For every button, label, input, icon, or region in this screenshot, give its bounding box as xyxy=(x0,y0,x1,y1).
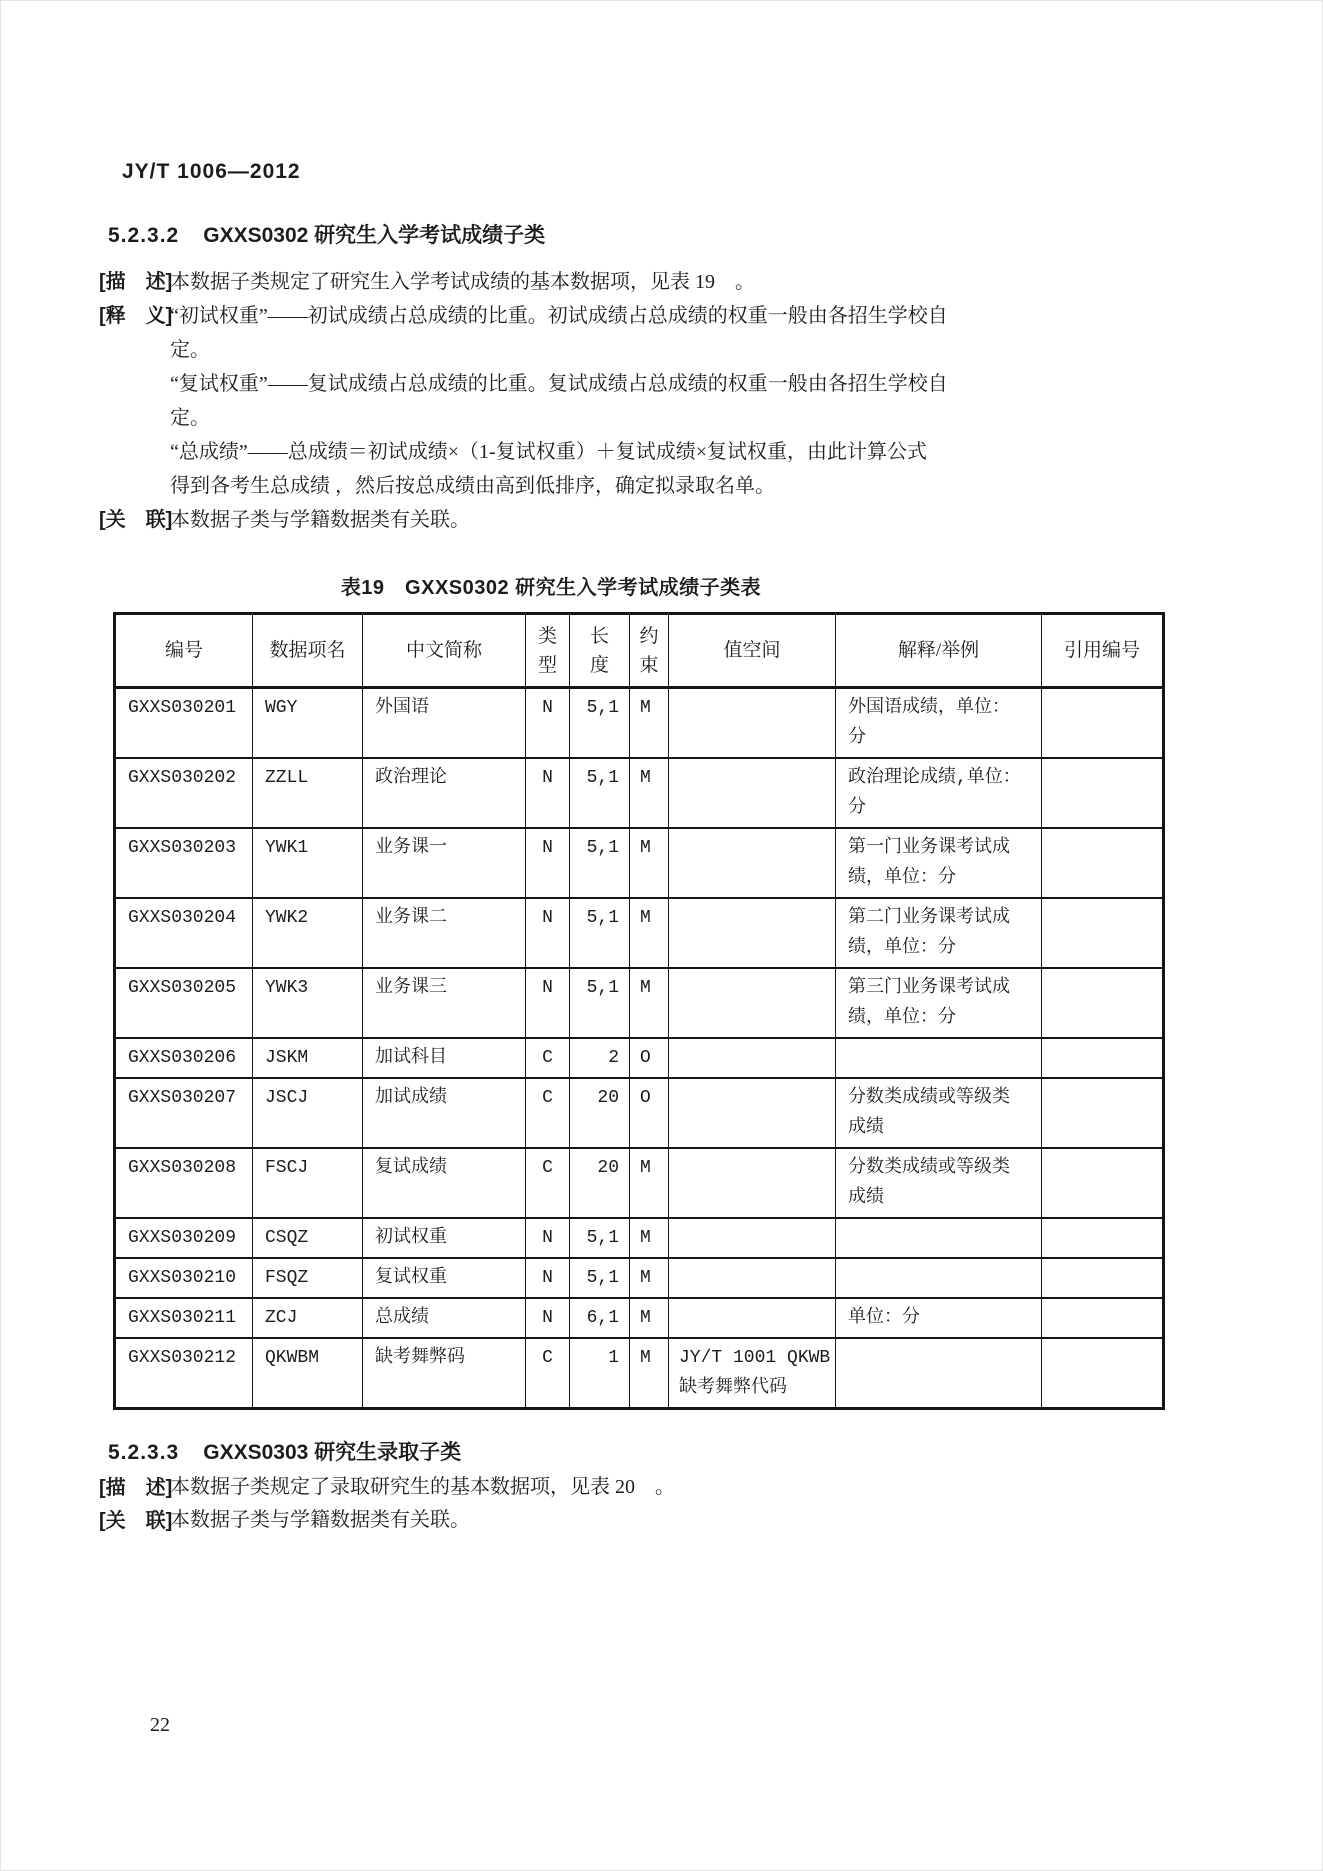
cell-constraint: M xyxy=(630,1148,669,1218)
col-header-value-space: 值空间 xyxy=(669,614,836,688)
cell-ref-id xyxy=(1042,1218,1164,1258)
cell-ref-id xyxy=(1042,1148,1164,1218)
text-line: “总成绩”——总成绩＝初试成绩×（1-复试权重）＋复试成绩×复试权重，由此计算公式 xyxy=(170,441,927,463)
paragraph-label: [关 联] xyxy=(99,1510,173,1532)
section-title: GXXS0302 研究生入学考试成绩子类 xyxy=(203,224,546,247)
cell-item-name: YWK2 xyxy=(253,898,363,968)
col-header-length xyxy=(570,614,630,688)
cell-cn-name: 外国语 xyxy=(363,688,526,759)
cell-line: JY/T 1001 QKWB xyxy=(679,1348,831,1368)
cell-constraint: M xyxy=(630,758,669,828)
cell-type: N xyxy=(526,688,570,759)
paragraph-1 xyxy=(99,1504,1030,1537)
col-header-cn-name: 中文简称 xyxy=(363,614,526,688)
cell-length: 20 xyxy=(570,1148,630,1218)
cell-type: C xyxy=(526,1148,570,1218)
table-caption: 表19 GXXS0302 研究生入学考试成绩子类表 xyxy=(340,577,762,599)
cell-id: GXXS030209 xyxy=(115,1218,253,1258)
cell-ref-id xyxy=(1042,1258,1164,1298)
cell-constraint: M xyxy=(630,1218,669,1258)
table-row xyxy=(115,1148,1164,1218)
paragraph-text xyxy=(170,1471,1030,1504)
cell-value-space xyxy=(669,1148,836,1218)
cell-explanation xyxy=(836,1078,1042,1148)
cell-line: 第二门业务课考试成 xyxy=(848,908,1010,928)
cell-line: 缺考舞弊代码 xyxy=(679,1378,787,1398)
paragraph-text xyxy=(170,299,1030,503)
cell-type: N xyxy=(526,1258,570,1298)
cell-cn-name: 加试成绩 xyxy=(363,1078,526,1148)
cell-type: N xyxy=(526,898,570,968)
cell-value-space xyxy=(669,1298,836,1338)
table-row xyxy=(115,688,1164,759)
cell-line: 绩，单位：分 xyxy=(848,938,956,958)
cell-explanation xyxy=(836,1338,1042,1409)
cell-line: 政治理论成绩,单位： xyxy=(848,768,1021,788)
cell-length: 6,1 xyxy=(570,1298,630,1338)
cell-item-name: FSCJ xyxy=(253,1148,363,1218)
cell-type: N xyxy=(526,758,570,828)
page-number: 22 xyxy=(150,1714,170,1736)
cell-constraint: M xyxy=(630,898,669,968)
cell-value-space xyxy=(669,758,836,828)
section-number: 5.2.3.3 xyxy=(108,1441,180,1464)
cell-type: N xyxy=(526,1298,570,1338)
table-row xyxy=(115,1338,1164,1409)
paragraph-1 xyxy=(99,299,1030,503)
cell-explanation xyxy=(836,968,1042,1038)
cell-explanation xyxy=(836,758,1042,828)
header-char: 型 xyxy=(537,654,557,676)
cell-cn-name: 初试权重 xyxy=(363,1218,526,1258)
cell-line: 第三门业务课考试成 xyxy=(848,978,1010,998)
cell-line: 外国语成绩，单位： xyxy=(848,698,1010,718)
cell-cn-name: 复试成绩 xyxy=(363,1148,526,1218)
cell-value-space xyxy=(669,1338,836,1409)
cell-explanation xyxy=(836,1258,1042,1298)
cell-line: 绩，单位：分 xyxy=(848,868,956,888)
cell-length: 5,1 xyxy=(570,688,630,759)
cell-cn-name: 加试科目 xyxy=(363,1038,526,1078)
cell-line: 分数类成绩或等级类 xyxy=(848,1158,1010,1178)
cell-id: GXXS030205 xyxy=(115,968,253,1038)
cell-cn-name: 政治理论 xyxy=(363,758,526,828)
header-char: 长 xyxy=(589,625,609,647)
cell-item-name: ZCJ xyxy=(253,1298,363,1338)
table-row xyxy=(115,1038,1164,1078)
header-char: 束 xyxy=(639,654,659,676)
standard-number-header: JY/T 1006—2012 xyxy=(122,160,301,183)
cell-value-space xyxy=(669,1078,836,1148)
section-heading-5-2-3-2 xyxy=(108,219,545,249)
cell-type: N xyxy=(526,968,570,1038)
cell-length: 5,1 xyxy=(570,828,630,898)
cell-value-space xyxy=(669,828,836,898)
section-1-paragraphs xyxy=(99,265,1030,537)
cell-item-name: YWK3 xyxy=(253,968,363,1038)
paragraph-text xyxy=(170,1504,1030,1537)
cell-value-space xyxy=(669,1038,836,1078)
cell-explanation xyxy=(836,1218,1042,1258)
section-title: GXXS0303 研究生录取子类 xyxy=(203,1441,462,1464)
cell-value-space xyxy=(669,1258,836,1298)
cell-constraint: O xyxy=(630,1078,669,1148)
col-header-constraint xyxy=(630,614,669,688)
cell-ref-id xyxy=(1042,898,1164,968)
text-line: 定。 xyxy=(170,407,210,429)
cell-type: N xyxy=(526,828,570,898)
section-2-paragraphs xyxy=(99,1471,1030,1537)
cell-length: 20 xyxy=(570,1078,630,1148)
cell-line: 分数类成绩或等级类 xyxy=(848,1088,1010,1108)
cell-ref-id xyxy=(1042,1078,1164,1148)
cell-id: GXXS030210 xyxy=(115,1258,253,1298)
cell-line: 分 xyxy=(848,728,866,748)
cell-cn-name: 总成绩 xyxy=(363,1298,526,1338)
text-line: “复试权重”——复试成绩占总成绩的比重。复试成绩占总成绩的权重一般由各招生学校自 xyxy=(170,373,948,395)
col-header-item-name: 数据项名 xyxy=(253,614,363,688)
cell-item-name: JSKM xyxy=(253,1038,363,1078)
cell-length: 5,1 xyxy=(570,1218,630,1258)
text-line: 本数据子类与学籍数据类有关联。 xyxy=(170,509,470,531)
cell-constraint: M xyxy=(630,1298,669,1338)
paragraph-2 xyxy=(99,503,1030,537)
text-line: 本数据子类规定了录取研究生的基本数据项，见表 20 。 xyxy=(170,1476,675,1498)
text-line: 得到各考生总成绩 ，然后按总成绩由高到低排序，确定拟录取名单。 xyxy=(170,475,775,497)
paragraph-label: [关 联] xyxy=(99,509,173,531)
col-header-explanation: 解释/举例 xyxy=(836,614,1042,688)
cell-id: GXXS030203 xyxy=(115,828,253,898)
cell-explanation xyxy=(836,688,1042,759)
cell-id: GXXS030201 xyxy=(115,688,253,759)
cell-length: 5,1 xyxy=(570,758,630,828)
cell-line: 分 xyxy=(848,798,866,818)
cell-ref-id xyxy=(1042,1038,1164,1078)
table-header-row xyxy=(115,614,1164,688)
text-line: 定。 xyxy=(170,339,210,361)
cell-ref-id xyxy=(1042,688,1164,759)
cell-type: N xyxy=(526,1218,570,1258)
cell-cn-name: 复试权重 xyxy=(363,1258,526,1298)
table-row xyxy=(115,1258,1164,1298)
cell-id: GXXS030211 xyxy=(115,1298,253,1338)
data-items-table xyxy=(113,612,1165,1410)
cell-id: GXXS030212 xyxy=(115,1338,253,1409)
paragraph-label: [释 义] xyxy=(99,305,173,327)
cell-item-name: FSQZ xyxy=(253,1258,363,1298)
cell-explanation xyxy=(836,828,1042,898)
cell-id: GXXS030204 xyxy=(115,898,253,968)
cell-item-name: QKWBM xyxy=(253,1338,363,1409)
col-header-id: 编号 xyxy=(115,614,253,688)
cell-id: GXXS030206 xyxy=(115,1038,253,1078)
header-char: 类 xyxy=(537,625,557,647)
cell-ref-id xyxy=(1042,828,1164,898)
cell-ref-id xyxy=(1042,1338,1164,1409)
header-char: 约 xyxy=(639,625,659,647)
cell-value-space xyxy=(669,968,836,1038)
table-row xyxy=(115,1218,1164,1258)
cell-ref-id xyxy=(1042,1298,1164,1338)
section-number: 5.2.3.2 xyxy=(108,224,180,247)
cell-id: GXXS030202 xyxy=(115,758,253,828)
cell-constraint: O xyxy=(630,1038,669,1078)
cell-constraint: M xyxy=(630,828,669,898)
paragraph-label: [描 述] xyxy=(99,271,173,293)
cell-length: 1 xyxy=(570,1338,630,1409)
paragraph-label: [描 述] xyxy=(99,1477,173,1499)
table-row xyxy=(115,1078,1164,1148)
table-row xyxy=(115,1298,1164,1338)
cell-cn-name: 业务课三 xyxy=(363,968,526,1038)
paragraph-text xyxy=(170,265,1030,299)
cell-type: C xyxy=(526,1078,570,1148)
cell-length: 5,1 xyxy=(570,898,630,968)
cell-line: 成绩 xyxy=(848,1188,884,1208)
cell-explanation: 单位：分 xyxy=(836,1298,1042,1338)
text-line: 本数据子类与学籍数据类有关联。 xyxy=(170,1509,470,1531)
cell-line: 第一门业务课考试成 xyxy=(848,838,1010,858)
cell-item-name: YWK1 xyxy=(253,828,363,898)
cell-length: 5,1 xyxy=(570,1258,630,1298)
cell-cn-name: 业务课二 xyxy=(363,898,526,968)
table-row xyxy=(115,758,1164,828)
table-row xyxy=(115,898,1164,968)
cell-explanation xyxy=(836,898,1042,968)
cell-line: 绩，单位：分 xyxy=(848,1008,956,1028)
cell-explanation xyxy=(836,1038,1042,1078)
cell-line: 成绩 xyxy=(848,1118,884,1138)
cell-ref-id xyxy=(1042,968,1164,1038)
col-header-ref-id: 引用编号 xyxy=(1042,614,1164,688)
table-row xyxy=(115,828,1164,898)
paragraph-0 xyxy=(99,1471,1030,1504)
cell-id: GXXS030207 xyxy=(115,1078,253,1148)
cell-length: 2 xyxy=(570,1038,630,1078)
cell-value-space xyxy=(669,1218,836,1258)
cell-item-name: WGY xyxy=(253,688,363,759)
cell-item-name: CSQZ xyxy=(253,1218,363,1258)
cell-constraint: M xyxy=(630,1338,669,1409)
text-line: “初试权重”——初试成绩占总成绩的比重。初试成绩占总成绩的权重一般由各招生学校自 xyxy=(170,305,948,327)
cell-item-name: JSCJ xyxy=(253,1078,363,1148)
cell-item-name: ZZLL xyxy=(253,758,363,828)
cell-value-space xyxy=(669,688,836,759)
paragraph-text xyxy=(170,503,1030,537)
cell-value-space xyxy=(669,898,836,968)
header-char: 度 xyxy=(589,654,609,676)
cell-length: 5,1 xyxy=(570,968,630,1038)
paragraph-0 xyxy=(99,265,1030,299)
cell-ref-id xyxy=(1042,758,1164,828)
cell-explanation xyxy=(836,1148,1042,1218)
cell-type: C xyxy=(526,1038,570,1078)
cell-cn-name: 业务课一 xyxy=(363,828,526,898)
cell-constraint: M xyxy=(630,968,669,1038)
cell-constraint: M xyxy=(630,688,669,759)
cell-constraint: M xyxy=(630,1258,669,1298)
cell-cn-name: 缺考舞弊码 xyxy=(363,1338,526,1409)
cell-id: GXXS030208 xyxy=(115,1148,253,1218)
text-line: 本数据子类规定了研究生入学考试成绩的基本数据项，见表 19 。 xyxy=(170,271,755,293)
cell-type: C xyxy=(526,1338,570,1409)
section-heading-5-2-3-3 xyxy=(108,1436,461,1466)
col-header-type xyxy=(526,614,570,688)
table-row xyxy=(115,968,1164,1038)
